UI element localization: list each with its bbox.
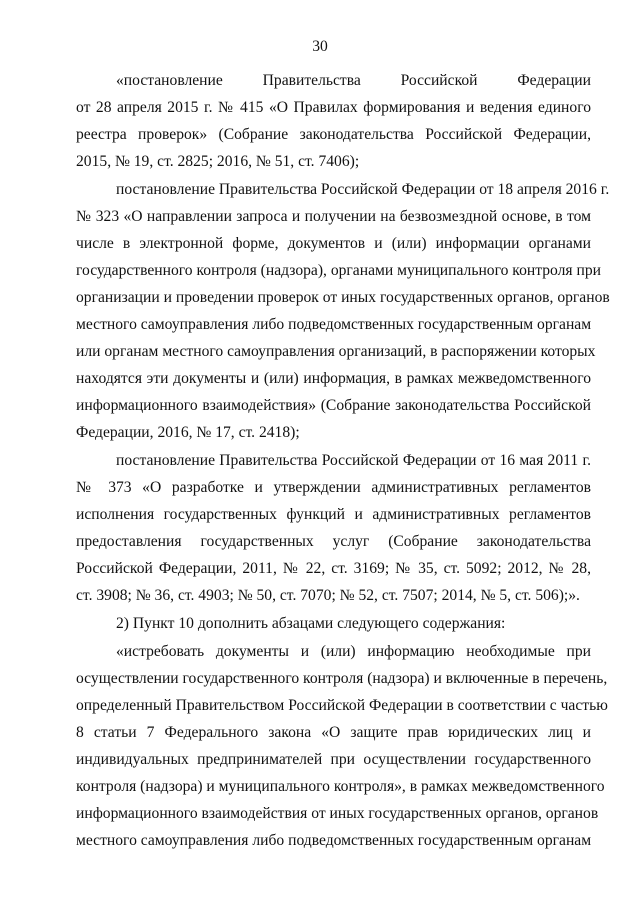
text-line: числе в электронной форме, документов и (или) информации органами bbox=[76, 235, 591, 252]
text-line: исполнения государственных функций и административных регламентов bbox=[76, 506, 591, 523]
text-line: № 373 «О разработке и утверждении административных регламентов bbox=[76, 479, 591, 496]
text-line: информационного взаимодействия от иных государственных органов, органов bbox=[76, 805, 599, 822]
text-line: 2) Пункт 10 дополнить абзацами следующего содержания: bbox=[116, 615, 506, 632]
text-line: 2015, № 19, ст. 2825; 2016, № 51, ст. 7406); bbox=[76, 153, 360, 170]
text-line: определенный Правительством Российской Федерации в соответствии с частью bbox=[76, 697, 608, 714]
text-line: постановление Правительства Российской Федерации от 18 апреля 2016 г. bbox=[116, 181, 610, 198]
page-number: 30 bbox=[312, 38, 328, 55]
text-line: «истребовать документы и (или) информацию необходимые при bbox=[116, 643, 591, 660]
text-line: находятся эти документы и (или) информация, в рамках межведомственного bbox=[76, 370, 591, 387]
text-line: контроля (надзора) и муниципального контроля», в рамках межведомственного bbox=[76, 778, 605, 795]
text-line: информационного взаимодействия» (Собрание законодательства Российской bbox=[76, 397, 591, 414]
text-line: индивидуальных предпринимателей при осуществлении государственного bbox=[76, 751, 591, 768]
text-line: постановление Правительства Российской Федерации от 16 мая 2011 г. bbox=[116, 452, 591, 469]
text-line: государственного контроля (надзора), органами муниципального контроля при bbox=[76, 262, 601, 279]
text-line: от 28 апреля 2015 г. № 415 «О Правилах формирования и ведения единого bbox=[76, 99, 591, 116]
text-line: местного самоуправления либо подведомственных государственным органам bbox=[76, 832, 592, 849]
text-line: или органам местного самоуправления организаций, в распоряжении которых bbox=[76, 343, 596, 360]
text-line: местного самоуправления либо подведомственных государственным органам bbox=[76, 316, 592, 333]
text-line: Федерации, 2016, № 17, ст. 2418); bbox=[76, 424, 300, 441]
text-line: 8 статьи 7 Федерального закона «О защите прав юридических лиц и bbox=[76, 724, 591, 741]
text-line: № 323 «О направлении запроса и получении на безвозмездной основе, в том bbox=[76, 208, 591, 225]
text-line: реестра проверок» (Собрание законодательства Российской Федерации, bbox=[76, 126, 591, 143]
text-line: Российской Федерации, 2011, № 22, ст. 3169; № 35, ст. 5092; 2012, № 28, bbox=[76, 560, 591, 577]
text-line: предоставления государственных услуг (Собрание законодательства bbox=[76, 533, 591, 550]
text-line: осуществлении государственного контроля (надзора) и включенные в перечень, bbox=[76, 670, 608, 687]
text-line: «постановление Правительства Российской Федерации bbox=[116, 72, 591, 89]
text-line: ст. 3908; № 36, ст. 4903; № 50, ст. 7070; № 52, ст. 7507; 2014, № 5, ст. 506);». bbox=[76, 587, 580, 604]
text-line: организации и проведении проверок от иных государственных органов, органов bbox=[76, 289, 610, 306]
